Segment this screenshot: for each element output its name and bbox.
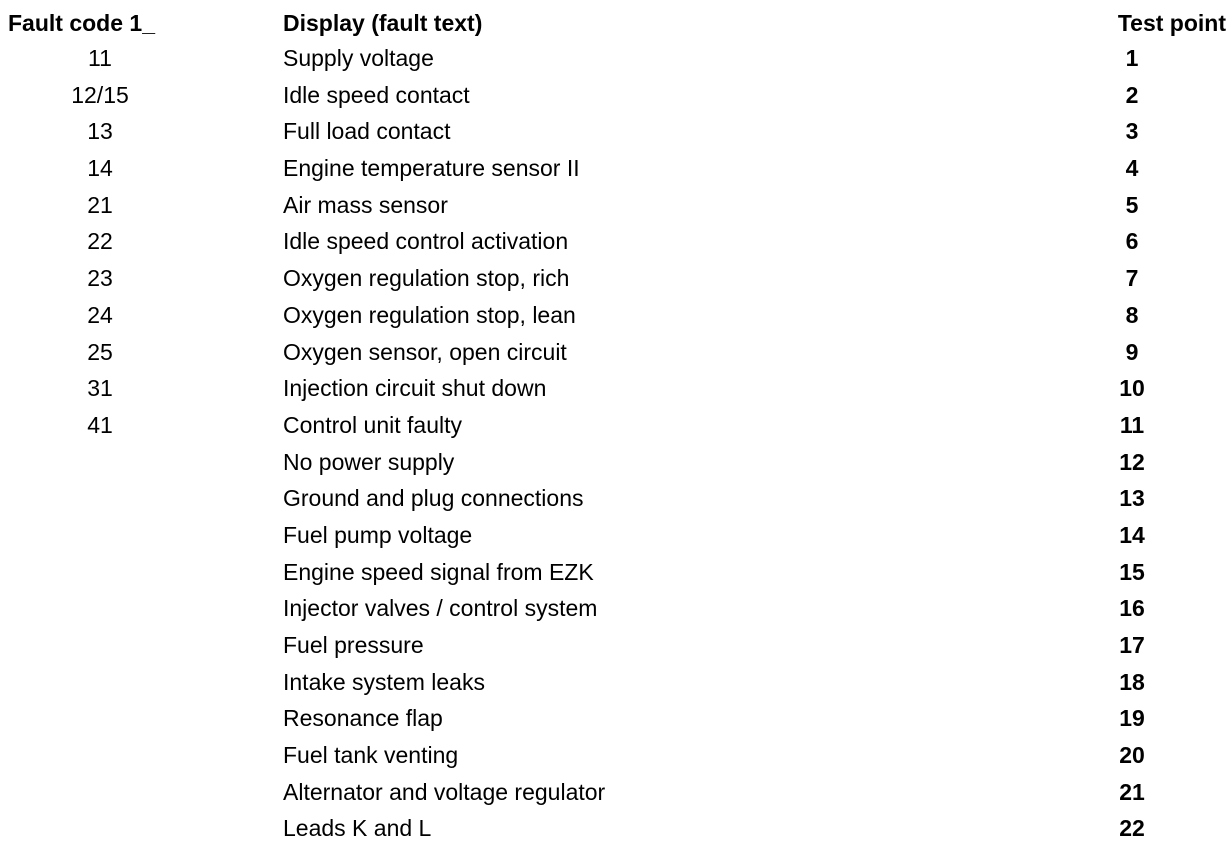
table-row (0, 334, 1232, 371)
fault-text-cell: Supply voltage (283, 45, 434, 71)
fault-text-cell: Fuel pump voltage (283, 521, 473, 548)
test-point-cell: 7 (1125, 265, 1139, 292)
table-row (0, 590, 1232, 627)
header-fault-code: Fault code 1_ (8, 10, 155, 36)
fault-text-cell: Fuel tank venting (283, 742, 459, 769)
table-row (0, 260, 1232, 297)
test-point-cell: 12 (1119, 448, 1145, 475)
fault-text-cell: Alternator and voltage regulator (283, 778, 606, 805)
table-row (0, 774, 1232, 811)
fault-text-cell: Leads K and L (283, 815, 432, 842)
test-point-cell: 10 (1119, 375, 1145, 402)
header-test-point: Test point (1117, 10, 1226, 36)
test-point-cell: 17 (1119, 632, 1145, 658)
fault-code-cell: 25 (87, 338, 113, 365)
table-row (0, 517, 1232, 554)
test-point-cell: 6 (1125, 228, 1139, 255)
test-point-cell: 16 (1119, 595, 1145, 622)
fault-text-cell: Engine speed signal from EZK (283, 558, 594, 585)
fault-text-cell: Oxygen regulation stop, rich (283, 265, 570, 292)
table-row (0, 370, 1232, 407)
table-row (0, 554, 1232, 591)
fault-text-cell: Ground and plug connections (283, 485, 584, 512)
fault-text-cell: Full load contact (283, 118, 451, 145)
table-row (0, 407, 1232, 444)
table-row (0, 737, 1232, 774)
fault-text-cell: Control unit faulty (283, 411, 462, 438)
fault-code-cell: 11 (88, 45, 112, 71)
fault-code-cell: 24 (87, 301, 113, 328)
test-point-cell: 15 (1119, 558, 1145, 585)
fault-text-cell: Engine temperature sensor II (283, 155, 580, 182)
table-row (0, 627, 1232, 664)
table-body (0, 40, 1232, 847)
table-row (0, 297, 1232, 334)
table-row (0, 113, 1232, 150)
fault-text-cell: Air mass sensor (283, 191, 448, 218)
header-display-text: Display (fault text) (283, 10, 483, 36)
fault-code-cell: 12/15 (71, 81, 129, 108)
fault-text-cell: Idle speed control activation (283, 228, 569, 255)
test-point-cell: 11 (1119, 411, 1145, 438)
fault-text-cell: Fuel pressure (283, 632, 424, 658)
test-point-cell: 18 (1119, 668, 1145, 695)
table-row (0, 40, 1232, 77)
table-row (0, 700, 1232, 737)
fault-code-cell: 14 (87, 155, 113, 182)
fault-text-cell: Injection circuit shut down (283, 375, 547, 402)
table-row (0, 223, 1232, 260)
test-point-cell: 3 (1125, 118, 1139, 145)
table-row (0, 187, 1232, 224)
fault-code-cell: 21 (87, 191, 113, 218)
fault-text-cell: Idle speed contact (283, 81, 470, 108)
test-point-cell: 19 (1119, 705, 1145, 732)
table-row (0, 150, 1232, 187)
table-row (0, 810, 1232, 847)
fault-code-cell: 22 (87, 228, 113, 255)
table-row (0, 664, 1232, 701)
fault-text-cell: Oxygen regulation stop, lean (283, 301, 576, 328)
test-point-cell: 14 (1119, 521, 1145, 548)
test-point-cell: 20 (1119, 742, 1145, 769)
test-point-cell: 1 (1125, 45, 1139, 71)
test-point-cell: 21 (1119, 778, 1145, 805)
table-row (0, 77, 1232, 114)
test-point-cell: 8 (1125, 301, 1139, 328)
fault-text-cell: No power supply (283, 448, 455, 475)
fault-code-cell: 13 (87, 118, 113, 145)
table-row (0, 480, 1232, 517)
fault-text-cell: Oxygen sensor, open circuit (283, 338, 567, 365)
test-point-cell: 5 (1125, 191, 1139, 218)
test-point-cell: 9 (1125, 338, 1139, 365)
fault-code-cell: 31 (87, 375, 113, 402)
test-point-cell: 13 (1119, 485, 1145, 512)
test-point-cell: 4 (1125, 155, 1139, 182)
fault-code-cell: 23 (87, 265, 113, 292)
fault-text-cell: Intake system leaks (283, 668, 485, 695)
fault-code-cell: 41 (87, 411, 113, 438)
fault-text-cell: Resonance flap (283, 705, 443, 732)
table-row (0, 444, 1232, 481)
test-point-cell: 2 (1125, 81, 1139, 108)
test-point-cell: 22 (1119, 815, 1145, 842)
fault-text-cell: Injector valves / control system (283, 595, 598, 622)
